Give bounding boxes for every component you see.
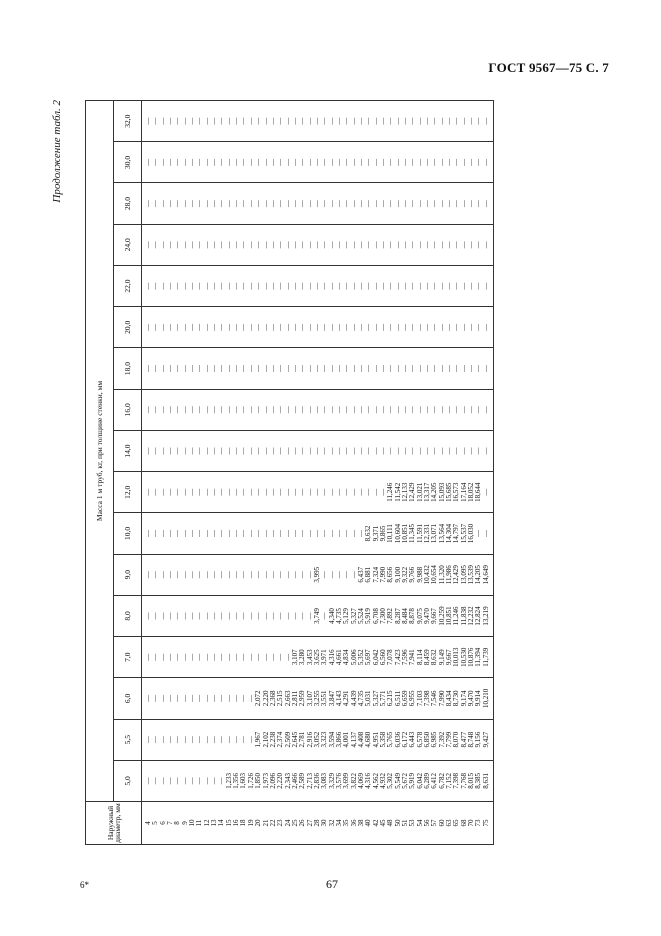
mass-column-7-0: — — — — — — — — — — — — — — — — — — — — 3,107 3,280 3,453 3,625 3,971 4,316 4,661 4,834 5,006 5,352 5,697 6,042 6,560 7,078 7,423 7,596 7,941 8,114 8,459 8,632 9,149 9,667 10,013 10,530 10,876 11,394 11,739 <box>142 637 494 678</box>
thickness-header: 12,0 <box>114 472 142 513</box>
page-header: ГОСТ 9567—75 С. 7 <box>488 60 609 75</box>
mass-table <box>85 100 494 845</box>
mass-column-14-0: — — — — — — — — — — — — — — — — — — — — — — — — — — — — — — — — — — — — — — — — — — — — — — — <box>142 430 494 471</box>
mass-column-22-0: — — — — — — — — — — — — — — — — — — — — — — — — — — — — — — — — — — — — — — — — — — — — — — — <box>142 265 494 306</box>
thickness-header: 30,0 <box>114 142 142 183</box>
thickness-header: 8,0 <box>114 595 142 636</box>
thickness-header: 10,0 <box>114 513 142 554</box>
thickness-header-row <box>114 101 142 845</box>
thickness-header: 28,0 <box>114 183 142 224</box>
mass-column-32-0: — — — — — — — — — — — — — — — — — — — — — — — — — — — — — — — — — — — — — — — — — — — — — — — <box>142 101 494 142</box>
thickness-header: 9,0 <box>114 554 142 595</box>
thickness-header: 7,0 <box>114 637 142 678</box>
mass-column-24-0: — — — — — — — — — — — — — — — — — — — — — — — — — — — — — — — — — — — — — — — — — — — — — — — <box>142 224 494 265</box>
thickness-header: 16,0 <box>114 389 142 430</box>
mass-column-6-0: — — — — — — — — — — — — — — — 2,072 2,220 2,368 2,515 2,663 2,811 2,959 3,107 3,255 3,551 3,847 4,143 4,291 4,439 4,735 5,031 5,327 5,771 6,215 6,511 6,659 6,955 7,103 7,398 7,546 7,990 8,434 8,730 9,174 9,470 9,914 10,210 <box>142 678 494 719</box>
thickness-header: 18,0 <box>114 348 142 389</box>
thickness-header: 6,0 <box>114 678 142 719</box>
page-number: 67 <box>326 877 338 891</box>
mass-column-5-5: — — — — — — — — — — — — — — — 1,967 2,102 2,238 2,374 2,509 2,645 2,781 2,916 3,052 3,323 3,594 3,866 4,001 4,137 4,408 4,680 4,951 5,358 5,765 6,036 6,172 6,443 6,578 6,850 6,985 7,392 7,799 8,070 8,477 8,748 9,156 9,427 <box>142 719 494 760</box>
mass-header: Масса 1 м труб, кг, при толщине стенки, мм <box>86 101 114 802</box>
thickness-header: 5,0 <box>114 760 142 801</box>
diameter-header: Наружный диаметр, мм <box>86 802 142 845</box>
thickness-header: 22,0 <box>114 265 142 306</box>
thickness-header: 32,0 <box>114 101 142 142</box>
mass-column-16-0: — — — — — — — — — — — — — — — — — — — — — — — — — — — — — — — — — — — — — — — — — — — — — — — <box>142 389 494 430</box>
diameter-column: 4 5 6 7 8 9 10 11 12 13 14 15 16 18 19 20 21 22 23 24 25 26 27 28 30 32 34 35 36 38 40 42 45 48 50 51 53 54 56 57 60 63 65 68 70 73 75 <box>142 802 494 845</box>
continuation-label: Продолжение табл. 2 <box>51 100 63 203</box>
mass-column-18-0: — — — — — — — — — — — — — — — — — — — — — — — — — — — — — — — — — — — — — — — — — — — — — — — <box>142 348 494 389</box>
mass-column-30-0: — — — — — — — — — — — — — — — — — — — — — — — — — — — — — — — — — — — — — — — — — — — — — — — <box>142 142 494 183</box>
data-row <box>142 101 494 845</box>
thickness-header: 24,0 <box>114 224 142 265</box>
thickness-header: 20,0 <box>114 307 142 348</box>
mass-column-12-0: — — — — — — — — — — — — — — — — — — — — — — — — — — — — — — — — — 11,246 11,542 12,133 12,429 13,021 13,317 14,205 15,093 15,685 16,573 17,164 18,052 18,644 — <box>142 472 494 513</box>
mass-column-5-0: — — — — — — — — — — — 1,233 1,356 1,603 1,726 1,850 1,973 2,096 2,220 2,343 2,466 2,589 2,713 2,836 3,083 3,329 3,576 3,699 3,822 4,069 4,316 4,562 4,932 5,302 5,549 5,672 5,919 6,042 6,289 6,412 6,782 7,152 7,398 7,768 8,015 8,385 8,631 <box>142 760 494 801</box>
mass-column-20-0: — — — — — — — — — — — — — — — — — — — — — — — — — — — — — — — — — — — — — — — — — — — — — — — <box>142 307 494 348</box>
thickness-header: 5,5 <box>114 719 142 760</box>
thickness-header: 14,0 <box>114 430 142 471</box>
mass-column-28-0: — — — — — — — — — — — — — — — — — — — — — — — — — — — — — — — — — — — — — — — — — — — — — — — <box>142 183 494 224</box>
footer-mark: 6* <box>80 880 89 890</box>
mass-column-8-0: — — — — — — — — — — — — — — — — — — — — — — — 3,749 — 4,340 4,735 5,129 5,327 5,524 5,919 6,708 7,300 7,892 8,287 8,484 8,878 9,075 9,470 9,667 10,259 10,851 11,246 11,838 12,232 12,824 13,219 <box>142 595 494 636</box>
rotated-table-block <box>51 100 620 845</box>
mass-column-9-0: — — — — — — — — — — — — — — — — — — — — — — — 3,995 — — — — — 6,437 6,881 7,324 7,990 8,656 9,100 9,322 9,766 9,988 10,432 10,654 11,320 11,986 12,429 13,095 13,539 14,205 14,649 <box>142 554 494 595</box>
mass-column-10-0: — — — — — — — — — — — — — — — — — — — — — — — — — — — — — — 8,632 9,371 9,865 10,111 10,604 10,851 11,345 11,591 12,331 13,071 13,564 14,304 14,797 15,537 16,030 — — <box>142 513 494 554</box>
